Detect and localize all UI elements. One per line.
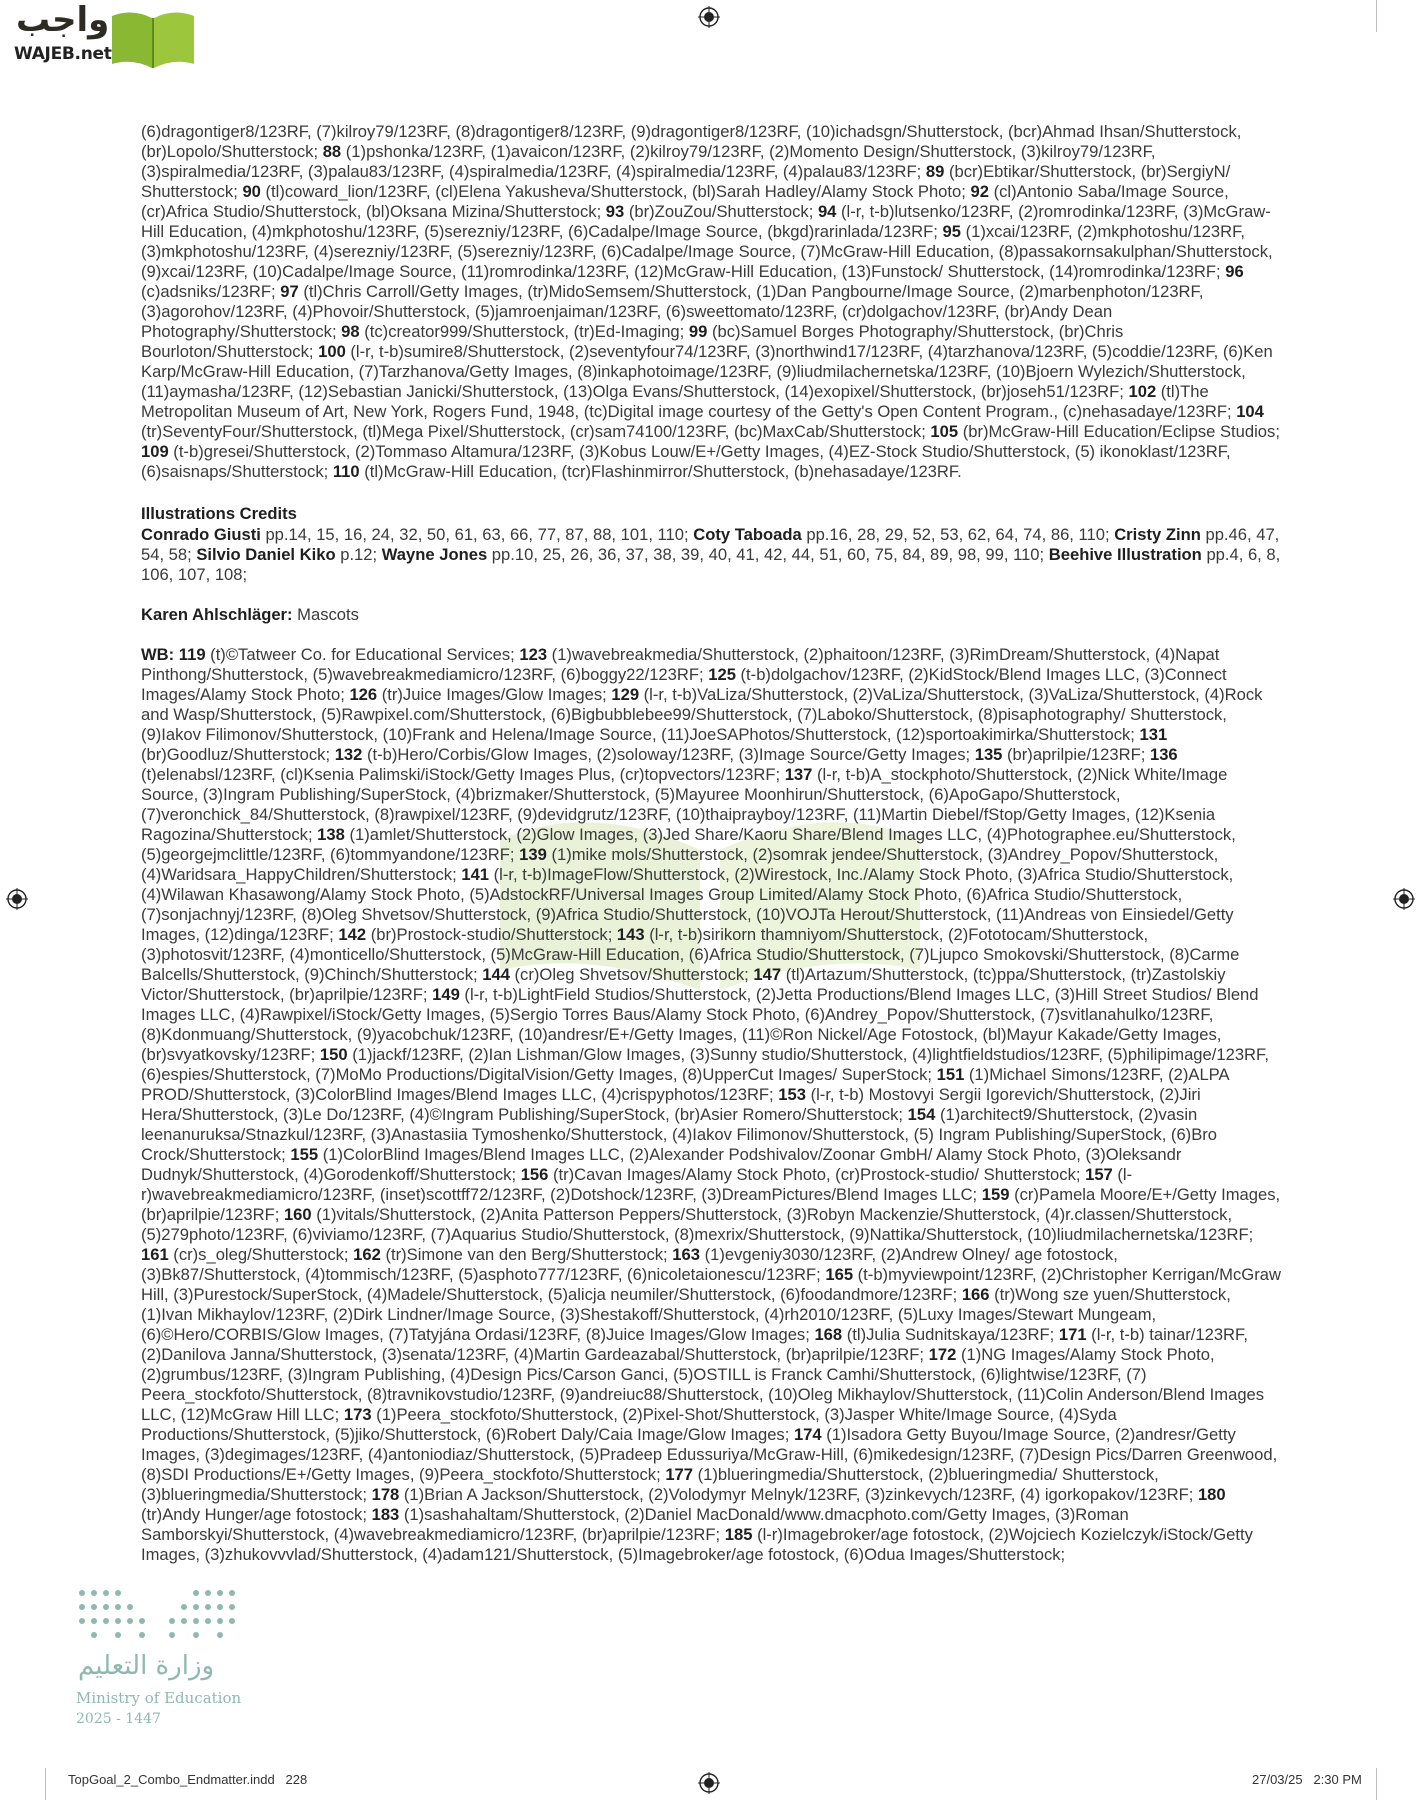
ministry-of-education-logo bbox=[72, 1585, 252, 1735]
slug-filename: TopGoal_2_Combo_Endmatter.indd 228 bbox=[68, 1772, 308, 1787]
illustrations-credits-paragraph: Conrado Giusti pp.14, 15, 16, 24, 32, 50, 61, 63, 66, 77, 87, 88, 101, 110; Coty Taboada pp.16, 28, 29, 52, 53, 62, 64, 74, 86, 110; Cristy Zinn pp.46, 47, 54, 58; Silvio Daniel Kiko p.12; Wayne Jones pp.10, 25, 26, 36, 37, 38, 39, 40, 41, 42, 44, 51, 60, 75, 84, 89, 98, 99, 110; Beehive Illustration pp.4, 6, 8, 106, 107, 108; bbox=[141, 525, 1281, 584]
registration-mark-icon bbox=[698, 1772, 720, 1794]
ministry-arabic-name: وزارة التعليم bbox=[78, 1651, 215, 1681]
photo-credits-paragraph: (6)dragontiger8/123RF, (7)kilroy79/123RF, (8)dragontiger8/123RF, (9)dragontiger8/123RF, (10)ichadsgn/Shutterstock, (bcr)Ahmad Ihsan/Shutterstock, (br)Lopolo/Shutterstock; 88 (1)pshonka/123RF, (1)avaicon/123RF, (2)kilroy79/123RF, (2)Momento Design/Shutterstock, (3)kilroy79/123RF, (3)spiralmedia/123RF, (3)palau83/123RF, (4)spiralmedia/123RF, (4)spiralmedia/123RF, (4)palau83/123RF; 89 (bcr)Ebtikar/Shutterstock, (br)SergiyN/ Shutterstock; 90 (tl)coward_lion/123RF, (cl)Elena Yakusheva/Shutterstock, (bl)Sarah Hadley/Alamy Stock Photo; 92 (cl)Antonio Saba/Image Source, (cr)Africa Studio/Shutterstock, (bl)Oksana Mizina/Shutterstock; 93 (br)ZouZou/Shutterstock; 94 (l-r, t-b)lutsenko/123RF, (2)romrodinka/123RF, (3)McGraw-Hill Education, (4)mkphotoshu/123RF, (5)serezniy/123RF, (6)Cadalpe/Image Source, (bkgd)rarinlada/123RF; 95 (1)xcai/123RF, (2)mkphotoshu/123RF, (3)mkphotoshu/123RF, (4)serezniy/123RF, (5)serezniy/123RF, (6)Cadalpe/Image Source, (7)McGraw-Hill Education, (8)passakornsakulphan/Shutterstock, (9)xcai/123RF, (10)Cadalpe/Image Source, (11)romrodinka/123RF, (12)McGraw-Hill Education, (13)Funstock/ Shutterstock, (14)romrodinka/123RF; 96 (c)adsniks/123RF; 97 (tl)Chris Carroll/Getty Images, (tr)MidoSemsem/Shutterstock, (1)Dan Pangbourne/Image Source, (2)marbenphoton/123RF, (3)agorohov/123RF, (4)Phovoir/Shutterstock, (5)jamroenjaiman/123RF, (6)sweettomato/123RF, (cr)dolgachov/123RF, (br)Andy Dean Photography/Shutterstock; 98 (tc)creator999/Shutterstock, (tr)Ed-Imaging; 99 (bc)Samuel Borges Photography/Shutterstock, (br)Chris Bourloton/Shutterstock; 100 (l-r, t-b)sumire8/Shutterstock, (2)seventyfour74/123RF, (3)northwind17/123RF, (4)tarzhanova/123RF, (5)coddie/123RF, (6)Ken Karp/McGraw-Hill Education, (7)Tarzhanova/Getty Images, (8)inkaphotoimage/123RF, (9)liudmilachernetska/123RF, (10)Bjoern Wylezich/Shutterstock, (11)aymasha/123RF, (12)Sebastian Janicki/Shutterstock, (13)Olga Evans/Shutterstock, (14)exopixel/Shutterstock, (br)joseh51/123RF; 102 (tl)The Metropolitan Museum of Art, New York, Rogers Fund, 1948, (tc)Digital image courtesy of the Getty's Open Content Program., (c)nehasadaye/123RF; 104 (tr)SeventyFour/Shutterstock, (tl)Mega Pixel/Shutterstock, (cr)sam74100/123RF, (bc)MaxCab/Shutterstock; 105 (br)McGraw-Hill Education/Eclipse Studios; 109 (t-b)gresei/Shutterstock, (2)Tommaso Altamura/123RF, (3)Kobus Louw/E+/Getty Images, (4)EZ-Stock Studio/Shutterstock, (5) ikonoklast/123RF, (6)saisnaps/Shutterstock; 110 (tl)McGraw-Hill Education, (tcr)Flashinmirror/Shutterstock, (b)nehasadaye/123RF. bbox=[141, 122, 1280, 481]
ministry-year: 2025 - 1447 bbox=[76, 1711, 161, 1727]
mascots-credit: Karen Ahlschläger: Mascots bbox=[141, 605, 359, 624]
crop-mark bbox=[45, 1768, 46, 1800]
logo-latin-text: WAJEB.net bbox=[14, 44, 112, 64]
wajeb-logo bbox=[10, 0, 190, 70]
workbook-credits-paragraph: WB: 119 (t)©Tatweer Co. for Educational Services; 123 (1)wavebreakmedia/Shutterstock, (2)phaitoon/123RF, (3)RimDream/Shutterstock, (4)Napat Pinthong/Shutterstock, (5)wavebreakmediamicro/123RF, (6)boggy22/123RF; 125 (t-b)dolgachov/123RF, (2)KidStock/Blend Images LLC, (3)Connect Images/Alamy Stock Photo; 126 (tr)Juice Images/Glow Images; 129 (l-r, t-b)VaLiza/Shutterstock, (2)VaLiza/Shutterstock, (3)VaLiza/Shutterstock, (4)Rock and Wasp/Shutterstock, (5)Rawpixel.com/Shutterstock, (6)Bigbubblebee99/Shutterstock, (7)Laboko/Shutterstock, (8)pisaphotography/ Shutterstock, (9)Iakov Filimonov/Shutterstock, (10)Frank and Helena/Image Source, (11)JoeSAPhotos/Shutterstock, (12)sportoakimirka/Shutterstock; 131 (br)Goodluz/Shutterstock; 132 (t-b)Hero/Corbis/Glow Images, (2)soloway/123RF, (3)Image Source/Getty Images; 135 (br)aprilpie/123RF; 136 (t)elenabsl/123RF, (cl)Ksenia Palimski/iStock/Getty Images Plus, (cr)topvectors/123RF; 137 (l-r, t-b)A_stockphoto/Shutterstock, (2)Nick White/Image Source, (3)Ingram Publishing/SuperStock, (4)brizmaker/Shutterstock, (5)Mayuree Moonhirun/Shutterstock, (6)ApoGapo/Shutterstock, (7)veronchick_84/Shutterstock, (8)rawpixel/123RF, (9)devidgrutz/123RF, (10)thaiprayboy/123RF, (11)Martin Diebel/fStop/Getty Images, (12)Ksenia Ragozina/Shutterstock; 138 (1)amlet/Shutterstock, (2)Glow Images, (3)Jed Share/Kaoru Share/Blend Images LLC, (4)Photographee.eu/Shutterstock, (5)georgejmclittle/123RF, (6)tommyandone/123RF; 139 (1)mike mols/Shutterstock, (2)somrak jendee/Shutterstock, (3)Andrey_Popov/Shutterstock, (4)Waridsara_HappyChildren/Shutterstock; 141 (l-r, t-b)ImageFlow/Shutterstock, (2)Wirestock, Inc./Alamy Stock Photo, (3)Africa Studio/Shutterstock, (4)Wilawan Khasawong/Alamy Stock Photo, (5)AdstockRF/Universal Images Group Limited/Alamy Stock Photo, (6)Africa Studio/Shutterstock, (7)sonjachnyj/123RF, (8)Oleg Shvetsov/Shutterstock, (9)Africa Studio/Shutterstock, (10)VOJTa Herout/Shutterstock, (11)Andreas von Einsiedel/Getty Images, (12)dinga/123RF; 142 (br)Prostock-studio/Shutterstock; 143 (l-r, t-b)sirikorn thamniyom/Shutterstock, (2)Fototocam/Shutterstock, (3)photosvit/123RF, (4)monticello/Shutterstock, (5)McGraw-Hill Education, (6)Africa Studio/Shutterstock, (7)Ljupco Smokovski/Shutterstock, (8)Carme Balcells/Shutterstock, (9)Chinch/Shutterstock; 144 (cr)Oleg Shvetsov/Shutterstock; 147 (tl)Artazum/Shutterstock, (tc)ppa/Shutterstock, (tr)Zastolskiy Victor/Shutterstock, (br)aprilpie/123RF; 149 (l-r, t-b)LightField Studios/Shutterstock, (2)Jetta Productions/Blend Images LLC, (3)Hill Street Studios/ Blend Images LLC, (4)Rawpixel/iStock/Getty Images, (5)Sergio Torres Baus/Alamy Stock Photo, (6)Andrey_Popov/Shutterstock, (7)svitlanahulko/123RF, (8)Kdonmuang/Shutterstock, (9)yacobchuk/123RF, (10)andresr/E+/Getty Images, (11)©Ron Nickel/Age Fotostock, (bl)Mayur Kakade/Getty Images, (br)svyatkovsky/123RF; 150 (1)jackf/123RF, (2)Ian Lishman/Glow Images, (3)Sunny studio/Shutterstock, (4)lightfieldstudios/123RF, (5)philipimage/123RF, (6)espies/Shutterstock, (7)MoMo Productions/DigitalVision/Getty Images, (8)UpperCut Images/ SuperStock; 151 (1)Michael Simons/123RF, (2)ALPA PROD/Shutterstock, (3)ColorBlind Images/Blend Images LLC, (4)crispyphotos/123RF; 153 (l-r, t-b) Mostovyi Sergii Igorevich/Shutterstock, (2)Jiri Hera/Shutterstock, (3)Le Do/123RF, (4)©Ingram Publishing/SuperStock, (br)Asier Romero/Shutterstock; 154 (1)architect9/Shutterstock, (2)vasin leenanuruksa/Stnazkul/123RF, (3)Anastasiia Tymoshenko/Shutterstock, (4)Iakov Filimonov/Shutterstock, (5) Ingram Publishing/SuperStock, (6)Bro Crock/Shutterstock; 155 (1)ColorBlind Images/Blend Images LLC, (2)Alexander Podshivalov/Zoonar GmbH/ Alamy Stock Photo, (3)Oleksandr Dudnyk/Shutterstock, (4)Gorodenkoff/Shutterstock; 156 (tr)Cavan Images/Alamy Stock Photo, (cr)Prostock-studio/ Shutterstock; 157 (l-r)wavebreakmediamicro/123RF, (inset)scottff72/123RF, (2)Dotshock/123RF, (3)DreamPictures/Blend Images LLC; 159 (cr)Pamela Moore/E+/Getty Images, (br)aprilpie/123RF; 160 (1)vitals/Shutterstock, (2)Anita Patterson Peppers/Shutterstock, (3)Robyn Mackenzie/Shutterstock, (4)r.classen/Shutterstock, (5)279photo/123RF, (6)viviamo/123RF, (7)Aquarius Studio/Shutterstock, (8)mexrix/Shutterstock, (9)Nattika/Shutterstock, (10)liudmilachernetska/123RF; 161 (cr)s_oleg/Shutterstock; 162 (tr)Simone van den Berg/Shutterstock; 163 (1)evgeniy3030/123RF, (2)Andrew Olney/ age fotostock, (3)Bk87/Shutterstock, (4)tommisch/123RF, (5)asphoto777/123RF, (6)nicoletaionescu/123RF; 165 (t-b)myviewpoint/123RF, (2)Christopher Kerrigan/McGraw Hill, (3)Purestock/SuperStock, (4)Madele/Shutterstock, (5)alicja neumiler/Shutterstock, (6)foodandmore/123RF; 166 (tr)Wong sze yuen/Shutterstock, (1)Ivan Mikhaylov/123RF, (2)Dirk Lindner/Image Source, (3)Shestakoff/Shutterstock, (4)rh2010/123RF, (5)Luxy Images/Stewart Mungeam, (6)©Hero/CORBIS/Glow Images, (7)Tatyjána Ordasi/123RF, (8)Juice Images/Glow Images; 168 (tl)Julia Sudnitskaya/123RF; 171 (l-r, t-b) tainar/123RF, (2)Danilova Janna/Shutterstock, (3)senata/123RF, (4)Martin Gardeazabal/Shutterstock, (br)aprilpie/123RF; 172 (1)NG Images/Alamy Stock Photo, (2)grumbus/123RF, (3)Ingram Publishing, (4)Design Pics/Carson Ganci, (5)OSTILL is Franck Camhi/Shutterstock, (6)lightwise/123RF, (7) Peera_stockfoto/Shutterstock, (8)travnikovstudio/123RF, (9)andreiuc88/Shutterstock, (10)Oleg Mikhaylov/Shutterstock, (11)Colin Anderson/Blend Images LLC, (12)McGraw Hill LLC; 173 (1)Peera_stockfoto/Shutterstock, (2)Pixel-Shot/Shutterstock, (3)Jasper White/Image Source, (4)Syda Productions/Shutterstock, (5)jiko/Shutterstock, (6)Robert Daly/Caia Image/Glow Images; 174 (1)Isadora Getty Buyou/Image Source, (2)andresr/Getty Images, (3)degimages/123RF, (4)antoniodiaz/Shutterstock, (5)Pradeep Edussuriya/McGraw-Hill, (6)mikedesign/123RF, (7)Design Pics/Darren Greenwood, (8)SDI Productions/E+/Getty Images, (9)Peera_stockfoto/Shutterstock; 177 (1)blueringmedia/Shutterstock, (2)blueringmedia/ Shutterstock, (3)blueringmedia/Shutterstock; 178 (1)Brian A Jackson/Shutterstock, (2)Volodymyr Melnyk/123RF, (3)zinkevych/123RF, (4) igorkopakov/123RF; 180 (tr)Andy Hunger/age fotostock; 183 (1)sashahaltam/Shutterstock, (2)Daniel MacDonald/www.dmacphoto.com/Getty Images, (3)Roman Samborskyi/Shutterstock, (4)wavebreakmediamicro/123RF, (br)aprilpie/123RF; 185 (l-r)Imagebroker/age fotostock, (2)Wojciech Kozielczyk/iStock/Getty Images, (3)zhukovvvlad/Shutterstock, (4)adam121/Shutterstock, (5)Imagebroker/age fotostock, (6)Odua Images/Shutterstock; bbox=[141, 645, 1281, 1564]
slug-datetime: 27/03/25 2:30 PM bbox=[1252, 1772, 1362, 1787]
registration-mark-icon bbox=[698, 6, 720, 28]
crop-mark bbox=[1376, 0, 1377, 32]
registration-mark-icon bbox=[6, 888, 28, 910]
logo-arabic-text: واجب bbox=[16, 0, 110, 40]
ministry-dots-icon bbox=[76, 1585, 246, 1647]
credits-content bbox=[141, 122, 1281, 1565]
ministry-english-name: Ministry of Education bbox=[76, 1689, 242, 1707]
open-book-icon bbox=[108, 6, 198, 70]
crop-mark bbox=[1376, 1768, 1377, 1800]
registration-mark-icon bbox=[1393, 888, 1415, 910]
illustrations-heading: Illustrations Credits bbox=[141, 504, 297, 523]
